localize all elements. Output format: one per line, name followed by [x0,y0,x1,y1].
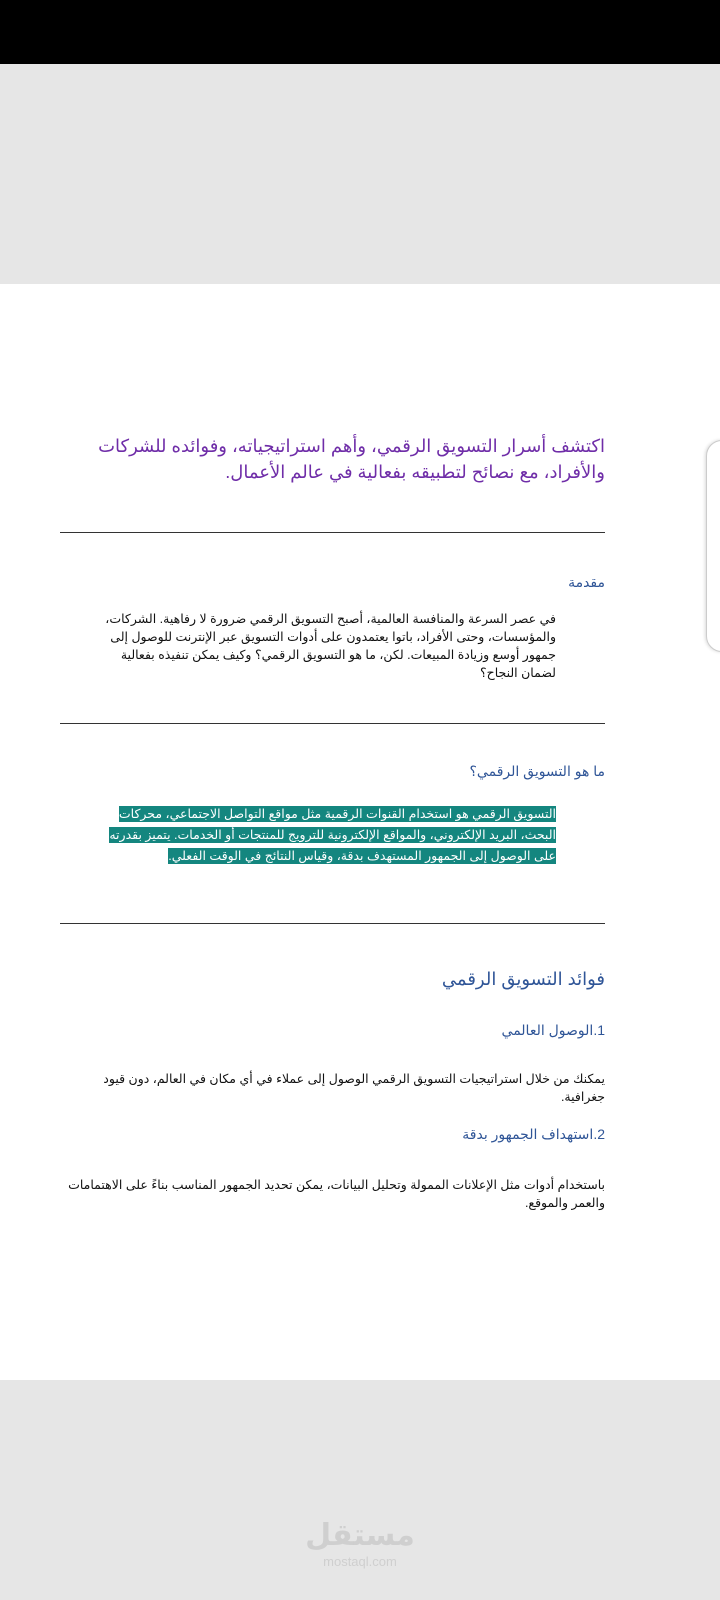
benefit-item-1-label: الوصول العالمي [501,1022,594,1038]
benefit-item-2-body: باستخدام أدوات مثل الإعلانات الممولة وتحليل البيانات، يمكن تحديد الجمهور المناسب بناءً على الاهتمامات والعمر والموقع. [68,1178,605,1210]
section-heading-what-is: ما هو التسويق الرقمي؟ [469,763,605,779]
mostaql-logo: مستقل [305,1519,415,1552]
divider [60,532,605,533]
benefit-item-1-title [60,1022,605,1039]
section-heading-benefits: فوائد التسويق الرقمي [441,969,605,989]
benefit-item-2-number: 2. [593,1126,605,1142]
status-bar [0,0,720,64]
side-panel-handle[interactable] [706,440,720,652]
benefit-item-1-body: يمكنك من خلال استراتيجيات التسويق الرقمي الوصول إلى عملاء في أي مكان في العالم، دون قيود جغرافية. [103,1072,605,1104]
benefit-item-2-title [60,1126,605,1143]
intro-body-text: في عصر السرعة والمنافسة العالمية، أصبح التسويق الرقمي ضرورة لا رفاهية. الشركات، والمؤسسات، وحتى الأفراد، باتوا يعتمدون على أدوات التسويق عبر الإنترنت للوصول إلى جمهور أوسع وزيادة المبيعات. لكن، ما هو التسويق الرقمي؟ وكيف يمكن تنفيذه بفعالية لضمان النجاح؟ [105,612,556,680]
selected-text[interactable]: التسويق الرقمي هو استخدام القنوات الرقمية مثل مواقع التواصل الاجتماعي، محركات البحث، البريد الإلكتروني، والمواقع الإلكترونية للترويج للمنتجات أو الخدمات. يتميز بقدرته على الوصول إلى الجمهور المستهدف بدقة، وقياس النتائج في الوقت الفعلي. [109,807,556,863]
divider [60,923,605,924]
highlighted-paragraph[interactable] [86,804,556,867]
section-heading-intro: مقدمة [568,574,605,590]
benefit-item-2-label: استهداف الجمهور بدقة [462,1126,594,1142]
watermark-domain: mostaql.com [323,1554,397,1569]
document-page [0,284,720,1380]
intro-paragraph: اكتشف أسرار التسويق الرقمي، وأهم استراتيجياته، وفوائده للشركات والأفراد، مع نصائح لتطبيقه بفعالية في عالم الأعمال. [98,436,605,482]
divider [60,723,605,724]
benefit-item-1-number: 1. [593,1022,605,1038]
